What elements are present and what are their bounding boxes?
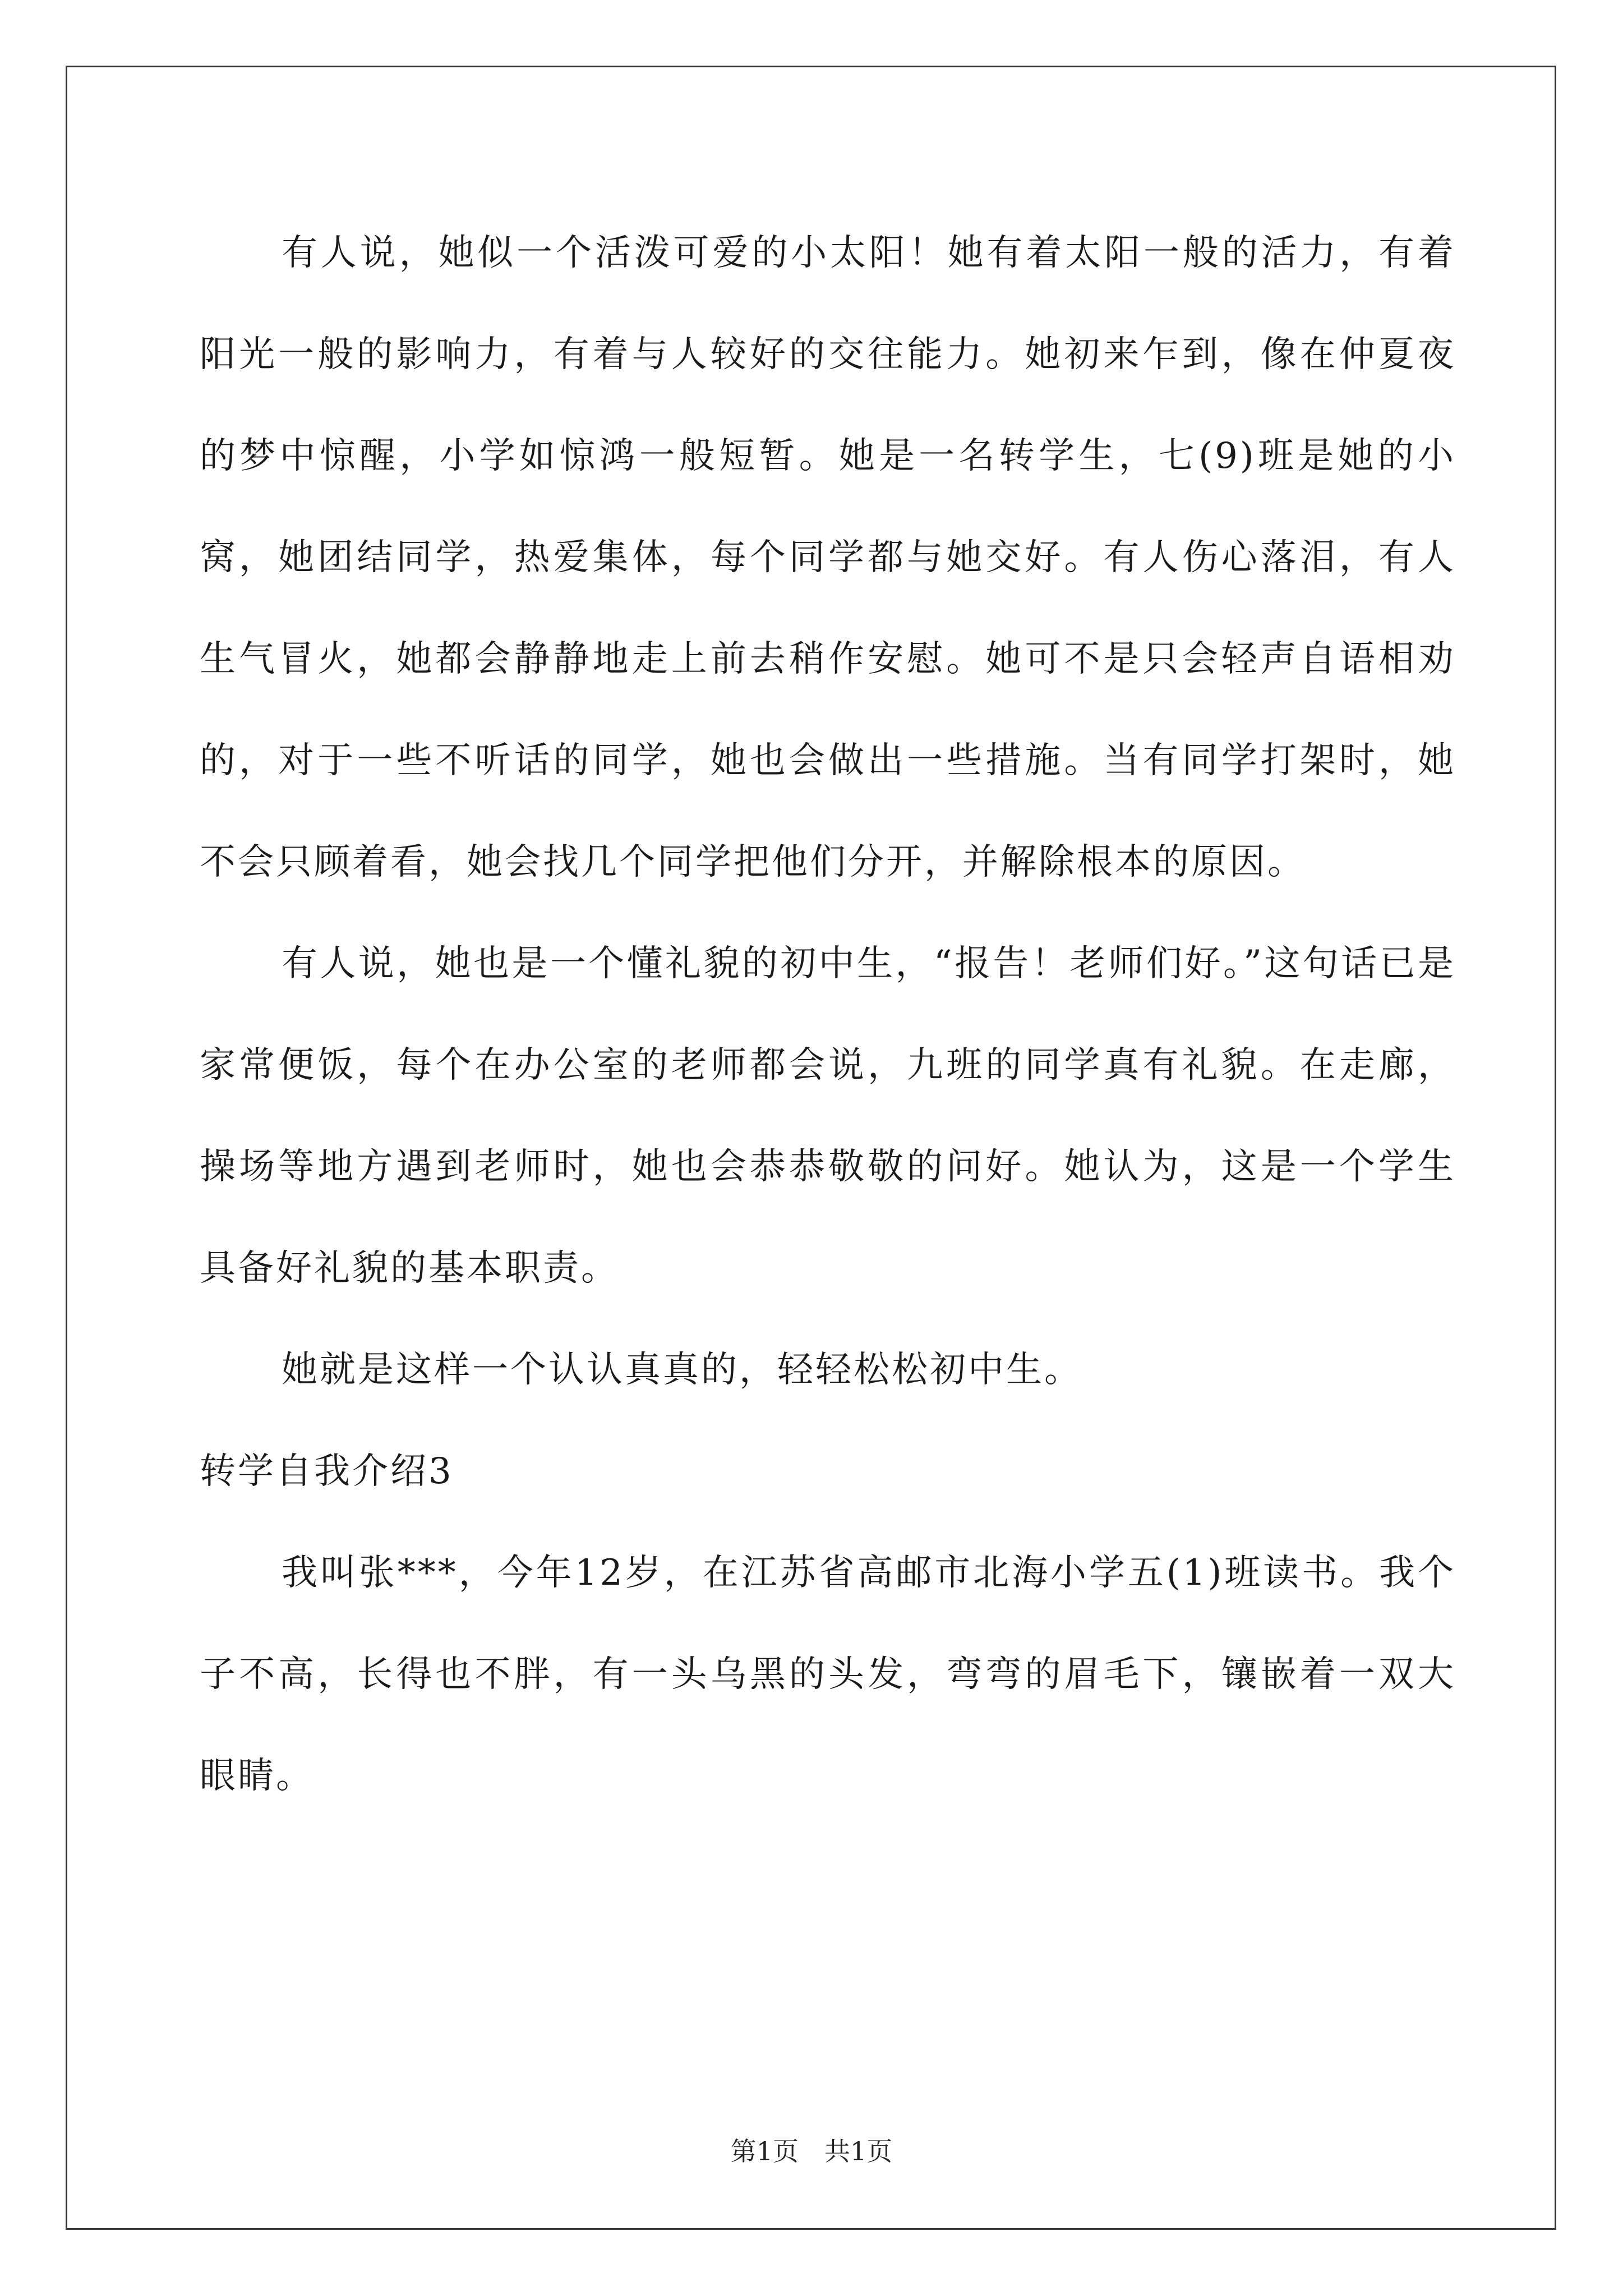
paragraph-2: 有人说，她也是一个懂礼貌的初中生，“报告！老师们好。”这句话已是家常便饭，每个在办公室的老师都会说，九班的同学真有礼貌。在走廊，操场等地方遇到老师时，她也会恭恭敬敬的问好。她认为，这是一个学生具备好礼貌的基本职责。	[200, 943, 1456, 1289]
document-body	[200, 203, 1456, 1827]
paragraph-4: 我叫张***，今年12岁，在江苏省高邮市北海小学五(1)班读书。我个子不高，长得也不胖，有一头乌黑的头发，弯弯的眉毛下，镶嵌着一双大眼睛。	[200, 1552, 1456, 1797]
paragraph-1: 有人说，她似一个活泼可爱的小太阳！她有着太阳一般的活力，有着阳光一般的影响力，有着与人较好的交往能力。她初来乍到，像在仲夏夜的梦中惊醒，小学如惊鸿一般短暂。她是一名转学生，七(9)班是她的小窝，她团结同学，热爱集体，每个同学都与她交好。有人伤心落泪，有人生气冒火，她都会静静地走上前去稍作安慰。她可不是只会轻声自语相劝的，对于一些不听话的同学，她也会做出一些措施。当有同学打架时，她不会只顾着看，她会找几个同学把他们分开，并解除根本的原因。	[200, 232, 1456, 883]
page-footer: 第1页 共1页	[730, 2136, 893, 2166]
paragraph-3: 她就是这样一个认认真真的，轻轻松松初中生。	[282, 1349, 1082, 1391]
section-heading: 转学自我介绍3	[200, 1451, 454, 1492]
